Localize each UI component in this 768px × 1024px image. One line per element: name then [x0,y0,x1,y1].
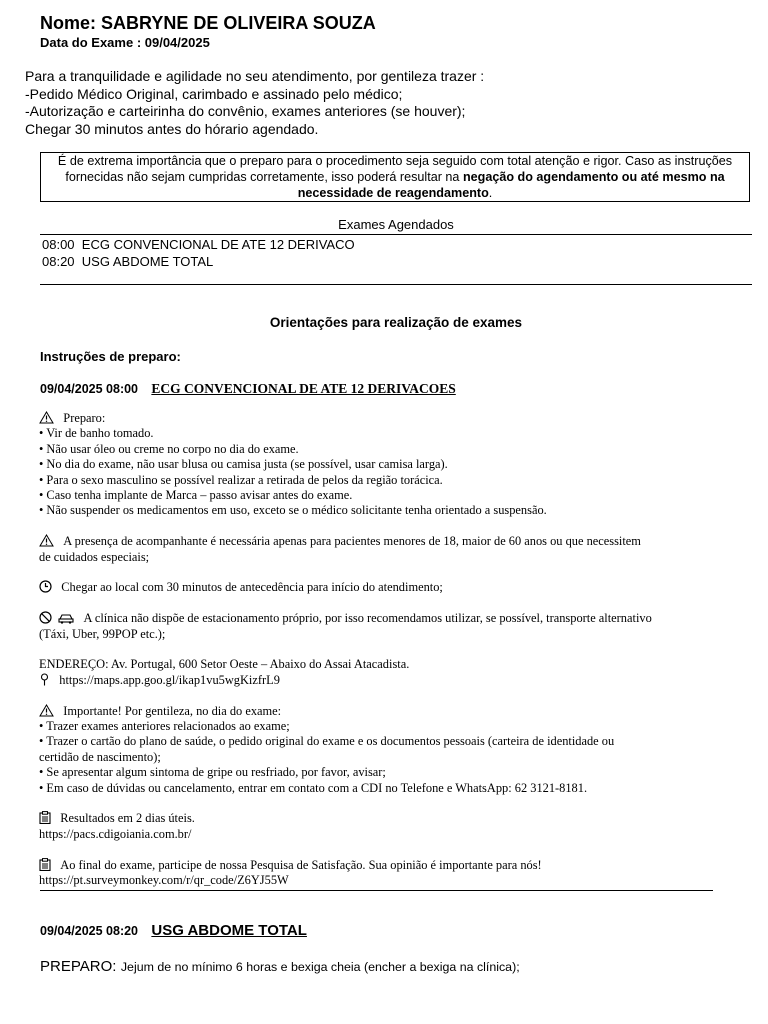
clock-icon [39,580,52,594]
clipboard-icon [39,858,51,872]
important-title: Importante! Por gentileza, no dia do exame: [63,703,282,718]
exam2-prep-text: Jejum de no mínimo 6 horas e bexiga cheia (encher a bexiga na clínica); [120,960,520,974]
parking-text: A clínica não dispõe de estacionamento próprio, por isso recomendamos utilizar, se possível, transporte alternativo [83,611,652,626]
prep-title: Preparo: [63,411,106,425]
car-icon [58,611,74,625]
prep-item: • Vir de banho tomado. [39,426,154,441]
intro-line: -Pedido Médico Original, carimbado e assinado pelo médico; [25,85,403,102]
prep-item: • Caso tenha implante de Marca – passo avisar antes do exame. [39,488,353,503]
no-entry-icon [39,611,52,625]
exam2-prep [40,958,520,976]
notice-bold: negação do agendamento ou até mesmo na necessidade de reagendamento [297,170,725,200]
address: ENDEREÇO: Av. Portugal, 600 Setor Oeste – Abaixo do Assai Atacadista. [39,657,410,672]
survey-link[interactable]: https://pt.surveymonkey.com/r/qr_code/Z6YJ55W [39,873,289,888]
scheduled-list [42,236,355,270]
exam1-heading [40,380,456,398]
clipboard-icon [39,811,51,825]
warning-icon [39,704,54,718]
important-item: • Trazer o cartão do plano de saúde, o pedido original do exame e os documentos pessoais (carteira de identidade ou [39,734,615,749]
companion-row [39,534,751,549]
survey-row [39,858,751,873]
warning-icon [39,534,54,548]
exam2-prep-label: PREPARO: [40,958,117,975]
exam1-body [39,411,751,888]
arrive-text: Chegar ao local com 30 minutos de antecedência para início do atendimento; [61,580,443,595]
exam-date: Data do Exame : 09/04/2025 [40,35,210,50]
prep-item: • Para o sexo masculino se possível realizar a retirada de pelos da região torácica. [39,472,443,487]
important-item: • Se apresentar algum sintoma de gripe ou resfriado, por favor, avisar; [39,765,386,780]
instructions-label: Instruções de preparo: [40,349,181,364]
important-item: • Trazer exames anteriores relacionados ao exame; [39,719,290,734]
prep-title-row [39,411,751,426]
intro-block [25,68,484,138]
parking-row [39,611,751,626]
prep-item: • No dia do exame, não usar blusa ou camisa justa (se possível, usar camisa larga). [39,457,448,472]
maps-link[interactable]: https://maps.app.goo.gl/ikap1vu5wgKizfrL9 [59,672,280,687]
pin-icon [39,673,50,687]
orientations-title: Orientações para realização de exames [269,315,523,330]
notice-end: . [488,186,493,200]
notice-box [40,152,750,202]
results-text: Resultados em 2 dias úteis. [60,811,195,826]
scheduled-row [42,236,355,253]
scheduled-exam: ECG CONVENCIONAL DE ATE 12 DERIVACO [81,237,355,252]
important-row [39,704,751,719]
scheduled-top-rule [40,234,752,235]
exam1-end-rule [40,890,713,891]
results-row [39,811,751,826]
companion-text: A presença de acompanhante é necessária apenas para pacientes menores de 18, maior de 60 anos ou que necessitem [63,534,641,549]
exam1-datetime: 09/04/2025 08:00 [40,382,139,396]
prep-item: • Não usar óleo ou creme no corpo no dia do exame. [39,441,299,456]
warning-icon [39,411,54,425]
intro-line: Para a tranquilidade e agilidade no seu atendimento, por gentileza trazer : [25,68,485,84]
exam2-heading [40,922,307,940]
intro-line: Chegar 30 minutos antes do hórario agendado. [25,120,319,137]
maps-row [39,673,751,688]
parking-text-cont: (Táxi, Uber, 99POP etc.); [39,626,166,641]
exam1-name: ECG CONVENCIONAL DE ATE 12 DERIVACOES [151,381,456,396]
exam2-datetime: 09/04/2025 08:20 [40,924,139,938]
prep-item: • Não suspender os medicamentos em uso, exceto se o médico solicitante tenha orientado a suspensão. [39,503,547,518]
patient-name: Nome: SABRYNE DE OLIVEIRA SOUZA [40,13,376,33]
scheduled-row [42,253,355,270]
important-item: • Em caso de dúvidas ou cancelamento, entrar em contato com a CDI no Telefone e WhatsApp: 62 3121-8181. [39,780,588,795]
scheduled-title: Exames Agendados [338,217,454,232]
results-link[interactable]: https://pacs.cdigoiania.com.br/ [39,826,192,841]
survey-text: Ao final do exame, participe de nossa Pesquisa de Satisfação. Sua opinião é importante para nós! [60,857,542,872]
intro-line: -Autorização e carteirinha do convênio, exames anteriores (se houver); [25,103,466,119]
scheduled-time: 08:00 [42,237,75,252]
exam2-name: USG ABDOME TOTAL [151,922,307,939]
scheduled-exam: USG ABDOME TOTAL [81,254,214,269]
scheduled-bottom-rule [40,284,752,285]
important-item: certidão de nascimento); [39,749,161,764]
companion-text-cont: de cuidados especiais; [39,549,150,564]
scheduled-time: 08:20 [42,254,75,269]
arrive-row [39,580,751,595]
notice-text: É de extrema importância que o preparo para o procedimento seja seguido com total atenção e rigor. Caso as instruções fornecidas não sejam cumpridas corretamente, isso poderá resultar na [57,154,733,184]
